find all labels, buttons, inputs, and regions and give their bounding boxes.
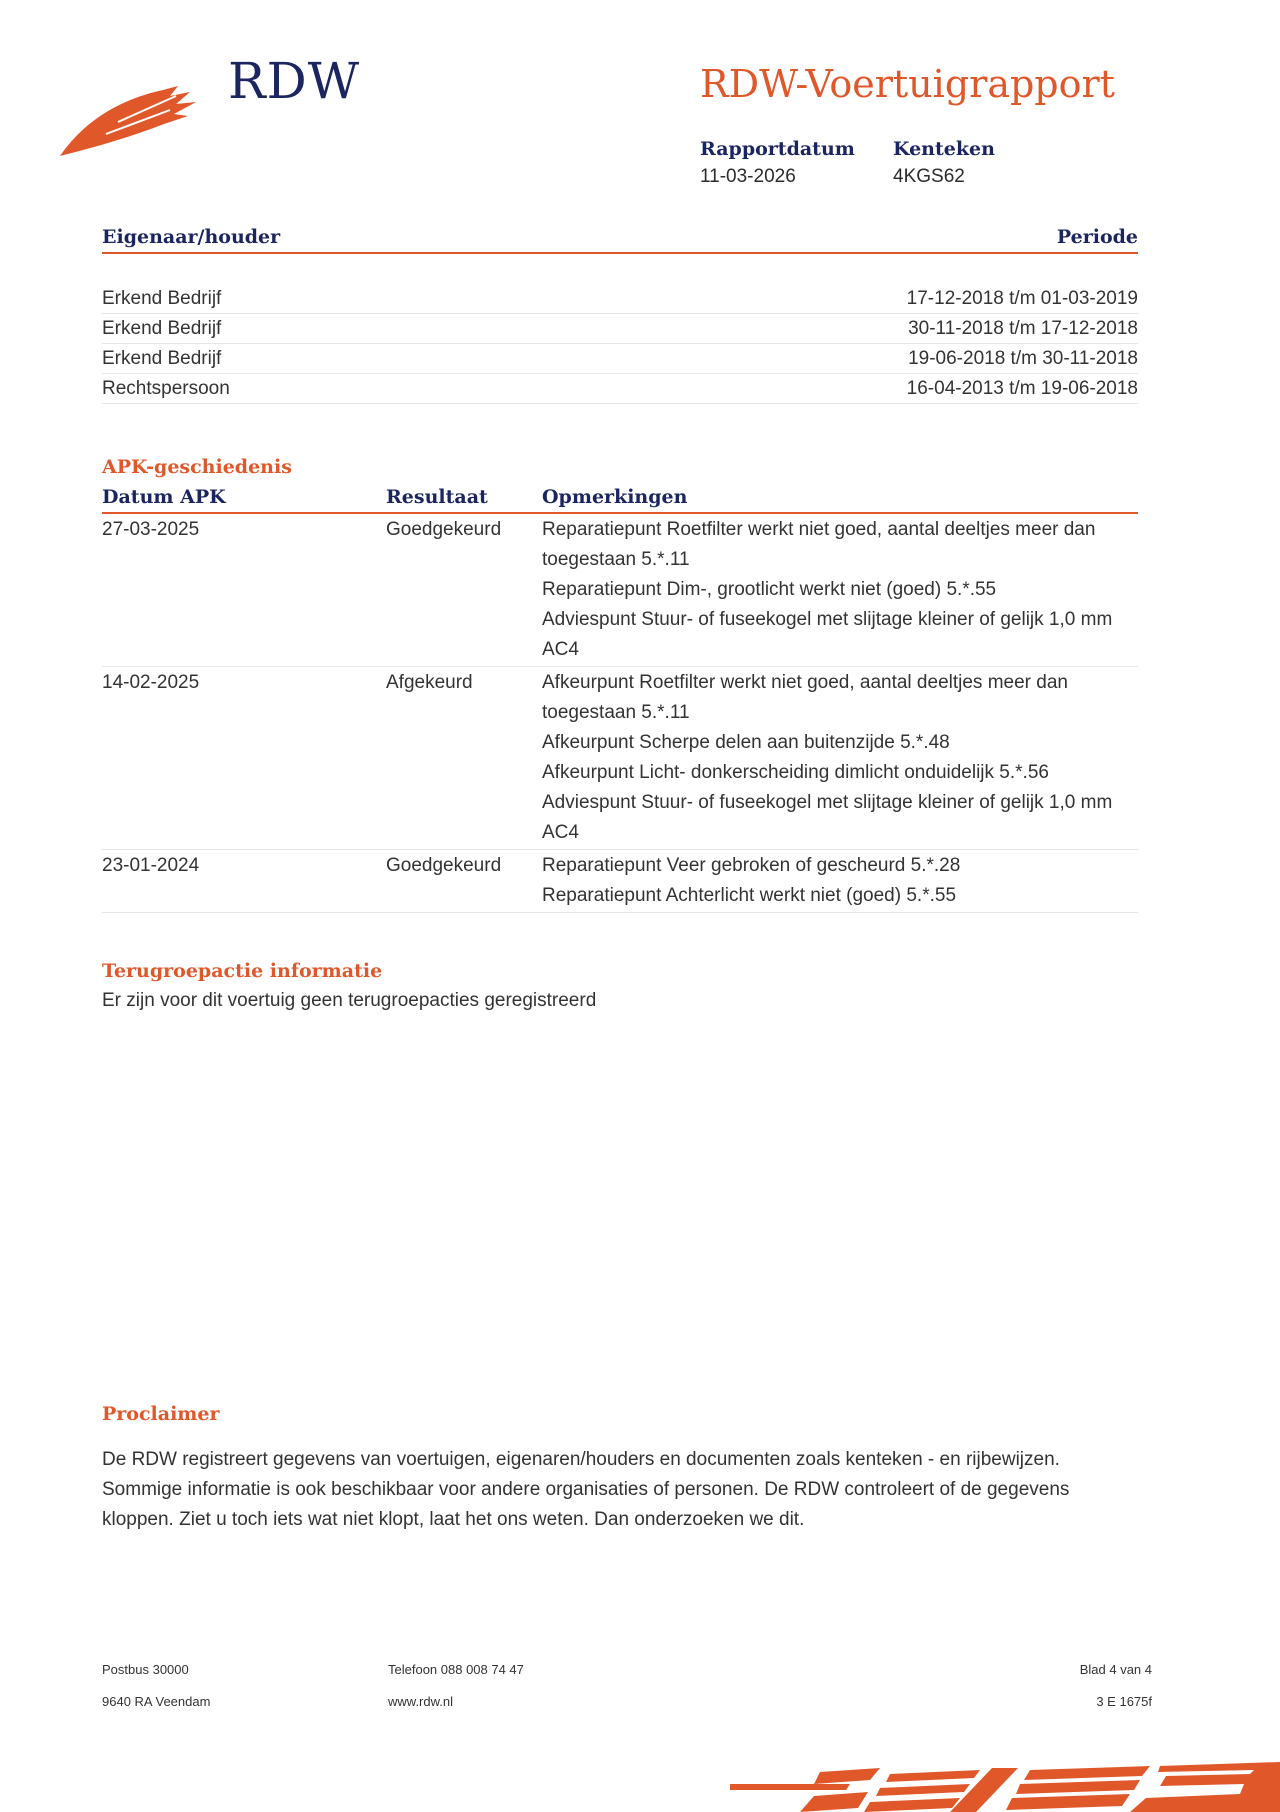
owner-period: 30-11-2018 t/m 17-12-2018 bbox=[908, 318, 1138, 339]
recall-section bbox=[102, 960, 1138, 1012]
owner-table bbox=[102, 226, 1138, 404]
table-row bbox=[102, 514, 1138, 667]
remark: Reparatiepunt Dim-, grootlicht werkt niet (goed) 5.*.55 bbox=[542, 579, 997, 600]
footer-phone: Telefoon 088 008 74 47 bbox=[388, 1662, 524, 1677]
remark: Reparatiepunt Veer gebroken of gescheurd 5.*.28 bbox=[542, 855, 961, 876]
recall-text: Er zijn voor dit voertuig geen terugroepacties geregistreerd bbox=[102, 990, 597, 1011]
col-result-header: Resultaat bbox=[386, 486, 488, 508]
owner-name: Erkend Bedrijf bbox=[102, 348, 222, 369]
disclaimer-section bbox=[102, 1403, 1138, 1535]
disclaimer-title: Proclaimer bbox=[102, 1403, 220, 1425]
table-row bbox=[102, 344, 1138, 374]
table-row bbox=[102, 284, 1138, 314]
apk-remarks bbox=[542, 851, 1138, 911]
footer-web-link[interactable]: www.rdw.nl bbox=[388, 1694, 454, 1709]
plate-value: 4KGS62 bbox=[893, 166, 965, 187]
remark: Reparatiepunt Roetfilter werkt niet goed, aantal deeltjes meer dan toegestaan 5.*.11 bbox=[542, 519, 1096, 570]
owner-period: 17-12-2018 t/m 01-03-2019 bbox=[906, 288, 1138, 309]
owner-period: 16-04-2013 t/m 19-06-2018 bbox=[906, 378, 1138, 399]
report-title: RDW-Voertuigrapport bbox=[700, 62, 1115, 106]
col-date-header: Datum APK bbox=[102, 486, 226, 508]
col-owner-header: Eigenaar/houder bbox=[102, 226, 281, 248]
apk-result: Afgekeurd bbox=[386, 672, 473, 693]
footer-postbus: Postbus 30000 bbox=[102, 1662, 189, 1677]
remark: Adviespunt Stuur- of fuseekogel met slijtage kleiner of gelijk 1,0 mm AC4 bbox=[542, 609, 1113, 660]
apk-title: APK-geschiedenis bbox=[102, 456, 292, 478]
col-remarks-header: Opmerkingen bbox=[542, 486, 688, 508]
owner-period: 19-06-2018 t/m 30-11-2018 bbox=[908, 348, 1138, 369]
apk-date: 14-02-2025 bbox=[102, 672, 200, 693]
footer-code: 3 E 1675f bbox=[1096, 1694, 1152, 1709]
remark: Adviespunt Stuur- of fuseekogel met slijtage kleiner of gelijk 1,0 mm AC4 bbox=[542, 792, 1113, 843]
recall-title: Terugroepactie informatie bbox=[102, 960, 383, 982]
report-date-value: 11-03-2026 bbox=[700, 166, 796, 187]
remark: Reparatiepunt Achterlicht werkt niet (goed) 5.*.55 bbox=[542, 885, 957, 906]
owner-name: Erkend Bedrijf bbox=[102, 318, 222, 339]
col-period-header: Periode bbox=[1056, 226, 1138, 248]
footer-page: Blad 4 van 4 bbox=[1079, 1662, 1152, 1677]
table-row bbox=[102, 667, 1138, 850]
owner-name: Rechtspersoon bbox=[102, 378, 230, 399]
report-date-label: Rapportdatum bbox=[700, 138, 855, 160]
rdw-stripes-icon bbox=[730, 1762, 1280, 1812]
table-row bbox=[102, 850, 1138, 913]
apk-result: Goedgekeurd bbox=[386, 519, 502, 540]
apk-history bbox=[102, 456, 1138, 913]
logo-text: RDW bbox=[228, 52, 361, 110]
remark: Afkeurpunt Scherpe delen aan buitenzijde 5.*.48 bbox=[542, 732, 950, 753]
apk-result: Goedgekeurd bbox=[386, 855, 502, 876]
remark: Afkeurpunt Roetfilter werkt niet goed, aantal deeltjes meer dan toegestaan 5.*.11 bbox=[542, 672, 1068, 723]
apk-date: 27-03-2025 bbox=[102, 519, 200, 540]
rdw-wing-logo-icon bbox=[58, 82, 208, 162]
apk-date: 23-01-2024 bbox=[102, 855, 200, 876]
apk-remarks bbox=[542, 668, 1138, 848]
apk-table-header bbox=[102, 486, 1138, 514]
apk-remarks bbox=[542, 515, 1138, 665]
owner-table-header bbox=[102, 226, 1138, 254]
plate-label: Kenteken bbox=[893, 138, 995, 160]
table-row bbox=[102, 374, 1138, 404]
table-row bbox=[102, 314, 1138, 344]
owner-name: Erkend Bedrijf bbox=[102, 288, 222, 309]
disclaimer-text: De RDW registreert gegevens van voertuigen, eigenaren/houders en documenten zoals kenteken - en rijbewijzen. Sommige informatie is ook beschikbaar voor andere organisaties of personen. De RDW controleert of de gegevens kloppen. Ziet u toch iets wat niet klopt, laat het ons weten. Dan onderzoeken we dit. bbox=[102, 1449, 1070, 1530]
remark: Afkeurpunt Licht- donkerscheiding dimlicht onduidelijk 5.*.56 bbox=[542, 762, 1049, 783]
footer-city: 9640 RA Veendam bbox=[102, 1694, 211, 1709]
